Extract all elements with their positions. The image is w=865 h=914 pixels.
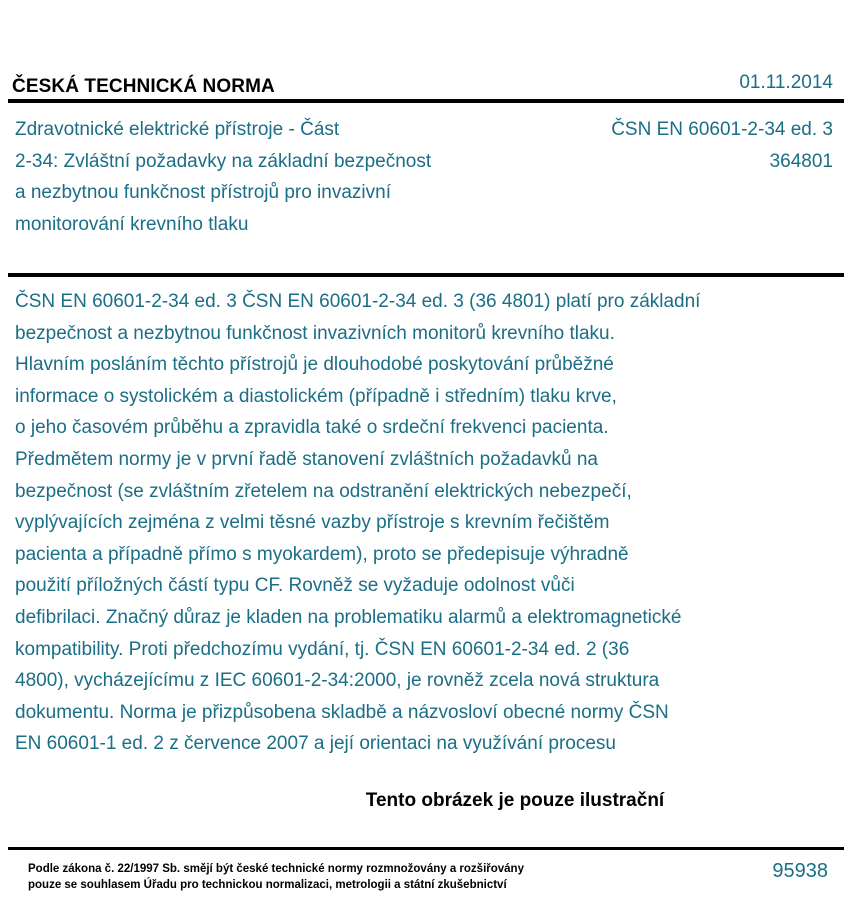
abstract-line: bezpečnost (se zvláštním zřetelem na odstranění elektrických nebezpečí, [15, 480, 632, 502]
footer-divider [8, 847, 844, 850]
abstract-line: Hlavním posláním těchto přístrojů je dlouhodobé poskytování průběžné [15, 354, 614, 376]
standard-title-line: a nezbytnou funkčnost přístrojů pro invazivní [15, 182, 391, 203]
document-number: 95938 [772, 860, 828, 882]
standard-designation: ČSN EN 60601-2-34 ed. 3 [611, 119, 833, 140]
copyright-line: pouze se souhlasem Úřadu pro technickou normalizaci, metrologii a státní zkušebnictví [28, 879, 507, 891]
illustration-notice: Tento obrázek je pouze ilustrační [365, 790, 665, 811]
abstract-line: 4800), vycházejícímu z IEC 60601-2-34:2000, je rovněž zcela nová struktura [15, 670, 660, 692]
abstract-line: dokumentu. Norma je přizpůsobena skladbě a názvosloví obecné normy ČSN [15, 701, 669, 723]
publication-date: 01.11.2014 [739, 72, 833, 93]
abstract-line: bezpečnost a nezbytnou funkčnost invazivních monitorů krevního tlaku. [15, 322, 615, 344]
abstract-line: EN 60601-1 ed. 2 z července 2007 a její orientaci na využívání procesu [15, 733, 616, 755]
abstract-line: ČSN EN 60601-2-34 ed. 3 ČSN EN 60601-2-34 ed. 3 (36 4801) platí pro základní [15, 291, 701, 312]
abstract-line: vyplývajících zejména z velmi těsné vazby přístroje s krevním řečištěm [15, 512, 610, 534]
abstract-line: pacienta a případně přímo s myokardem), proto se předepisuje výhradně [15, 543, 629, 565]
standard-title-line: monitorování krevního tlaku [15, 213, 249, 235]
copyright-notice [28, 861, 524, 893]
classification-number: 364801 [769, 150, 833, 172]
abstract-line: Předmětem normy je v první řadě stanovení zvláštních požadavků na [15, 448, 598, 470]
header-divider [8, 99, 844, 103]
abstract-line: o jeho časovém průběhu a zpravidla také o srdeční frekvenci pacienta. [15, 417, 609, 439]
abstract-line: informace o systolickém a diastolickém (případně i středním) tlaku krve, [15, 385, 617, 407]
document-header-title: ČESKÁ TECHNICKÁ NORMA [12, 76, 275, 97]
standard-code-block [611, 114, 833, 177]
abstract-text [15, 286, 845, 760]
abstract-line: defibrilaci. Značný důraz je kladen na problematiku alarmů a elektromagnetické [15, 606, 682, 628]
abstract-line: použití příložných částí typu CF. Rovněž se vyžaduje odolnost vůči [15, 575, 575, 597]
standard-title [15, 114, 535, 240]
abstract-line: kompatibility. Proti předchozímu vydání, tj. ČSN EN 60601-2-34 ed. 2 (36 [15, 638, 630, 660]
standard-title-line: 2-34: Zvláštní požadavky na základní bezpečnost [15, 150, 432, 172]
standard-title-line: Zdravotnické elektrické přístroje - Část [15, 119, 340, 140]
copyright-line: Podle zákona č. 22/1997 Sb. smějí být české technické normy rozmnožovány a rozšiřovány [28, 863, 524, 875]
title-divider [8, 273, 844, 277]
